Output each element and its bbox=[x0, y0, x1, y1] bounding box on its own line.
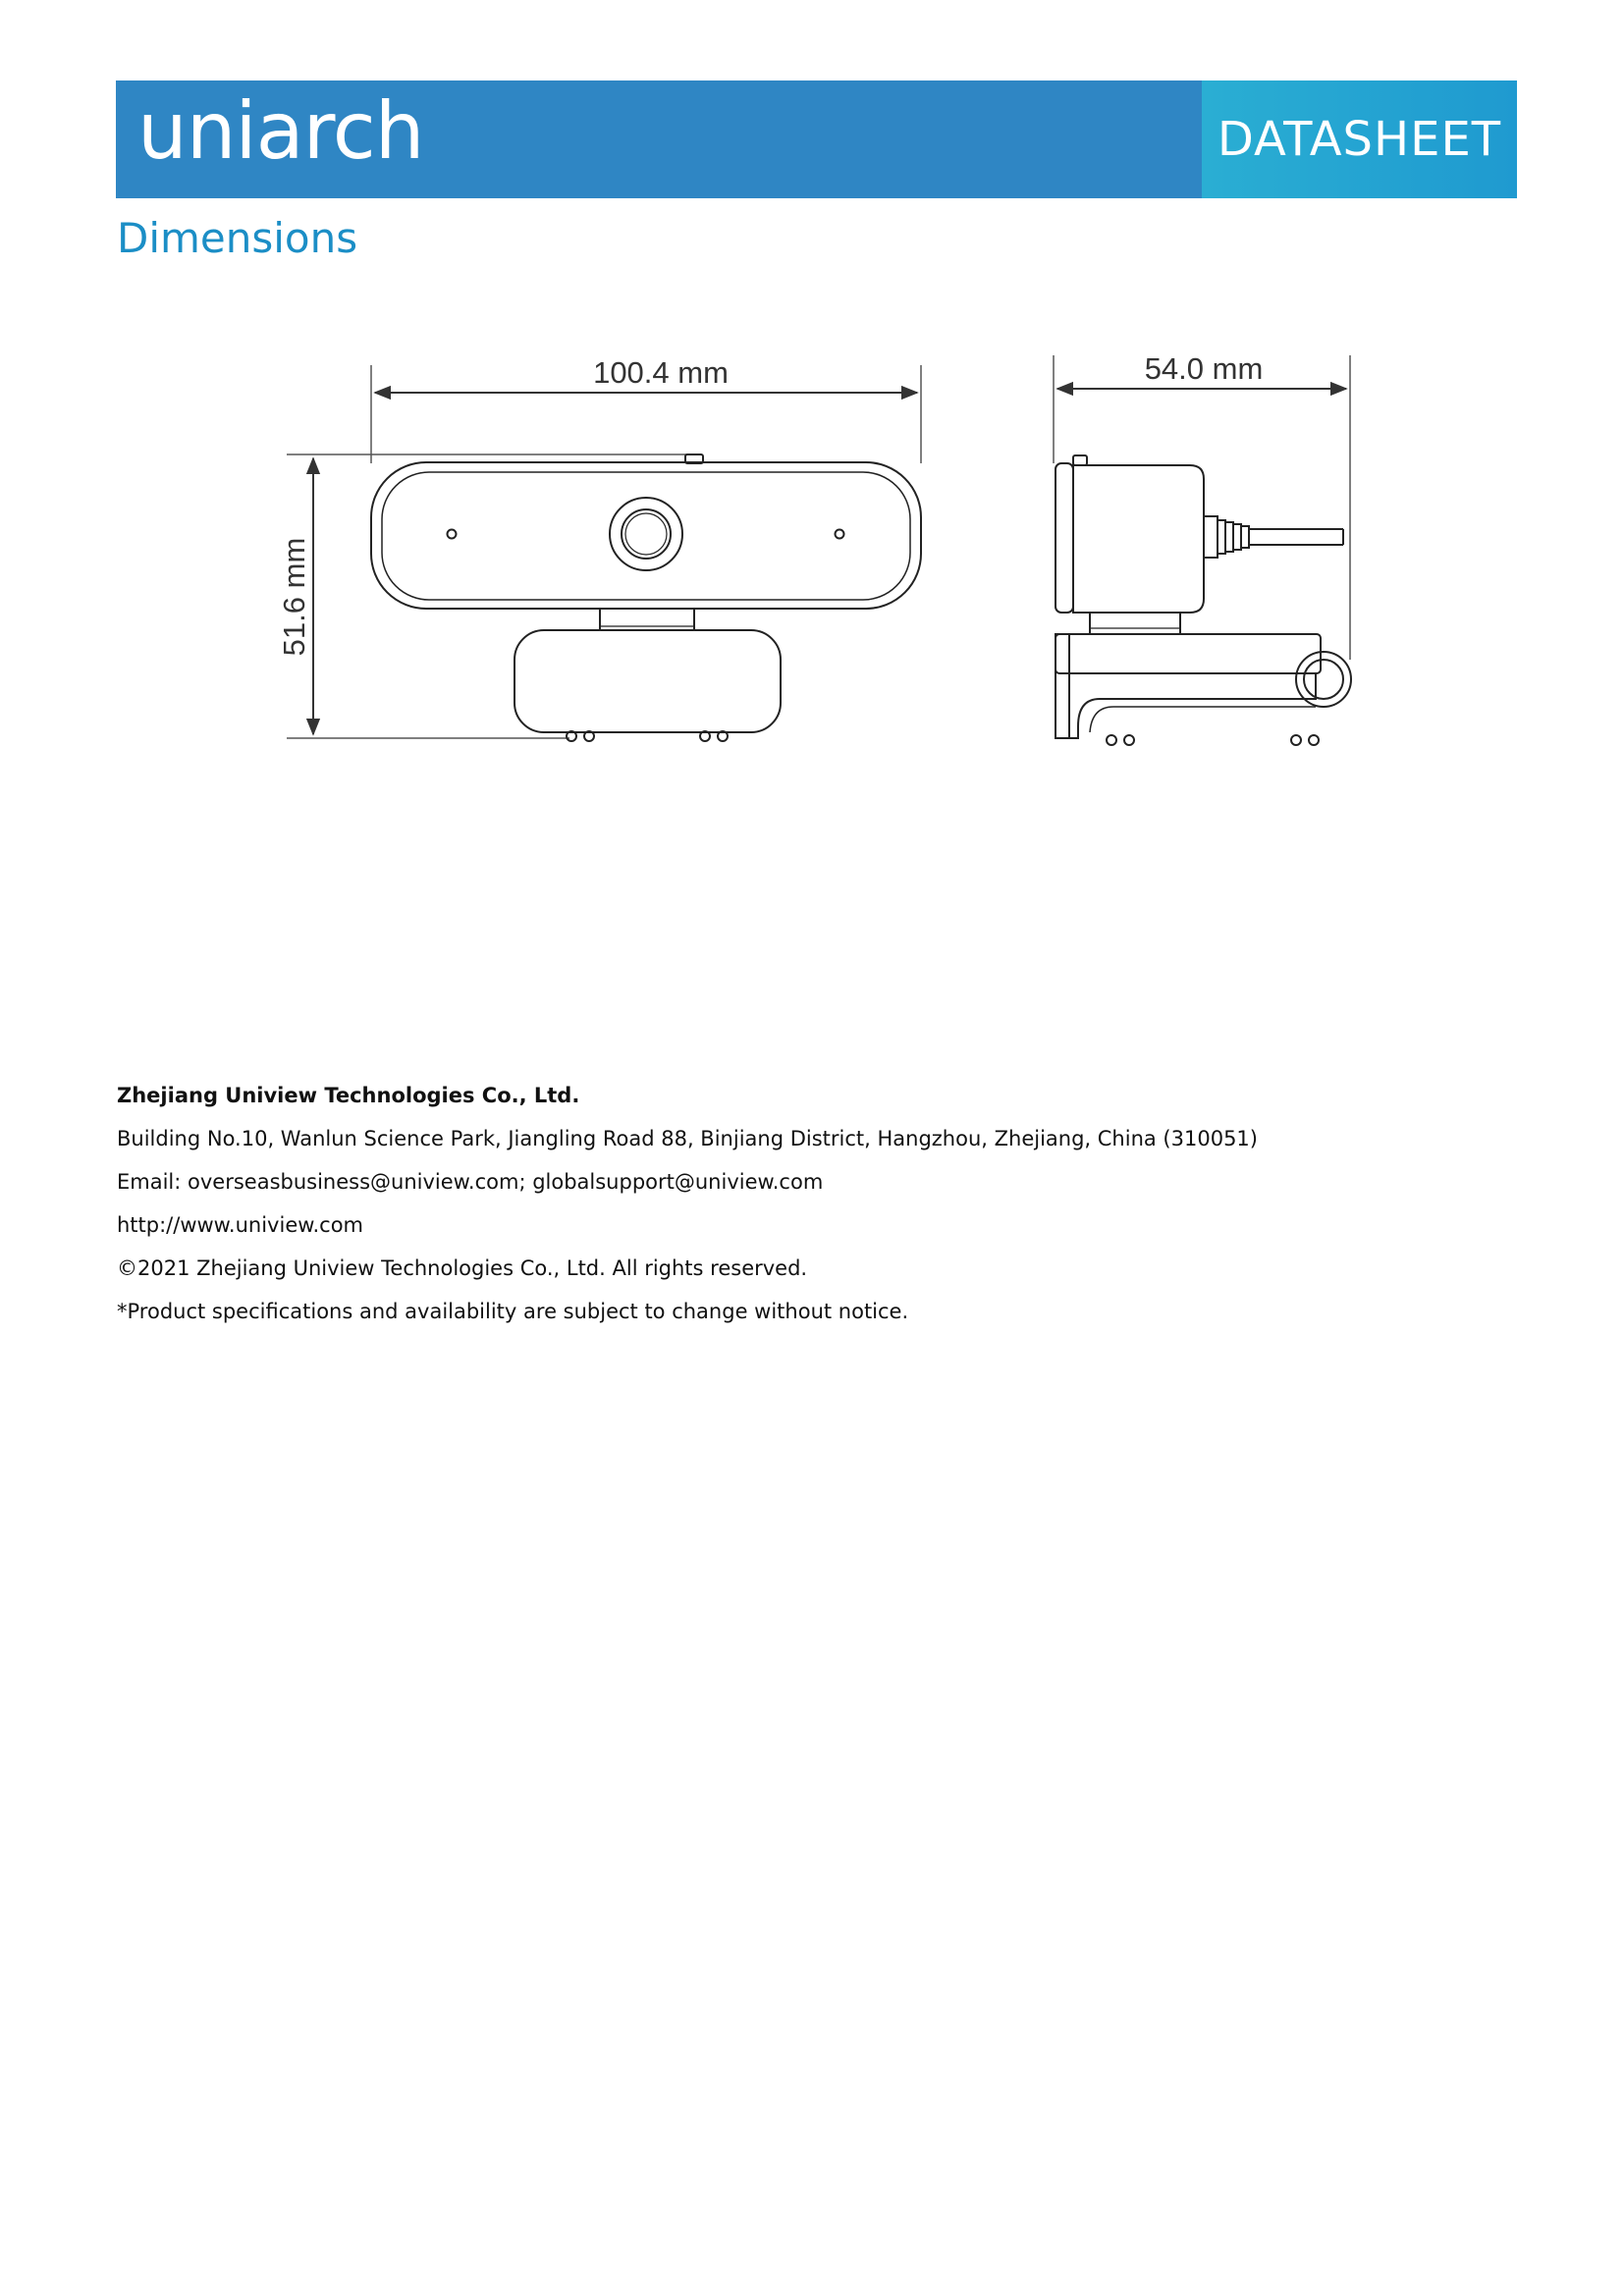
height-dimension-label: 51.6 mm bbox=[277, 537, 311, 657]
company-website: http://www.uniview.com bbox=[117, 1213, 364, 1237]
contact-footer bbox=[117, 1074, 1258, 1333]
contact-email: Email: overseasbusiness@uniview.com; globalsupport@uniview.com bbox=[117, 1170, 824, 1194]
dimension-drawing bbox=[0, 0, 1624, 883]
company-address: Building No.10, Wanlun Science Park, Jiangling Road 88, Binjiang District, Hangzhou, Zhejiang, China (310051) bbox=[117, 1127, 1258, 1150]
doc-type-label: DATASHEET bbox=[1217, 112, 1502, 167]
front-view bbox=[287, 365, 921, 741]
company-name: Zhejiang Uniview Technologies Co., Ltd. bbox=[117, 1084, 580, 1107]
width-dimension-label: 100.4 mm bbox=[593, 355, 729, 390]
copyright-notice: ©2021 Zhejiang Uniview Technologies Co., Ltd. All rights reserved. bbox=[117, 1256, 808, 1280]
disclaimer-notice: *Product specifications and availability are subject to change without notice. bbox=[117, 1300, 909, 1323]
side-view bbox=[1054, 355, 1351, 745]
depth-dimension-label: 54.0 mm bbox=[1144, 351, 1264, 386]
section-title: Dimensions bbox=[117, 214, 358, 262]
brand-logo: uniarch bbox=[137, 85, 424, 177]
